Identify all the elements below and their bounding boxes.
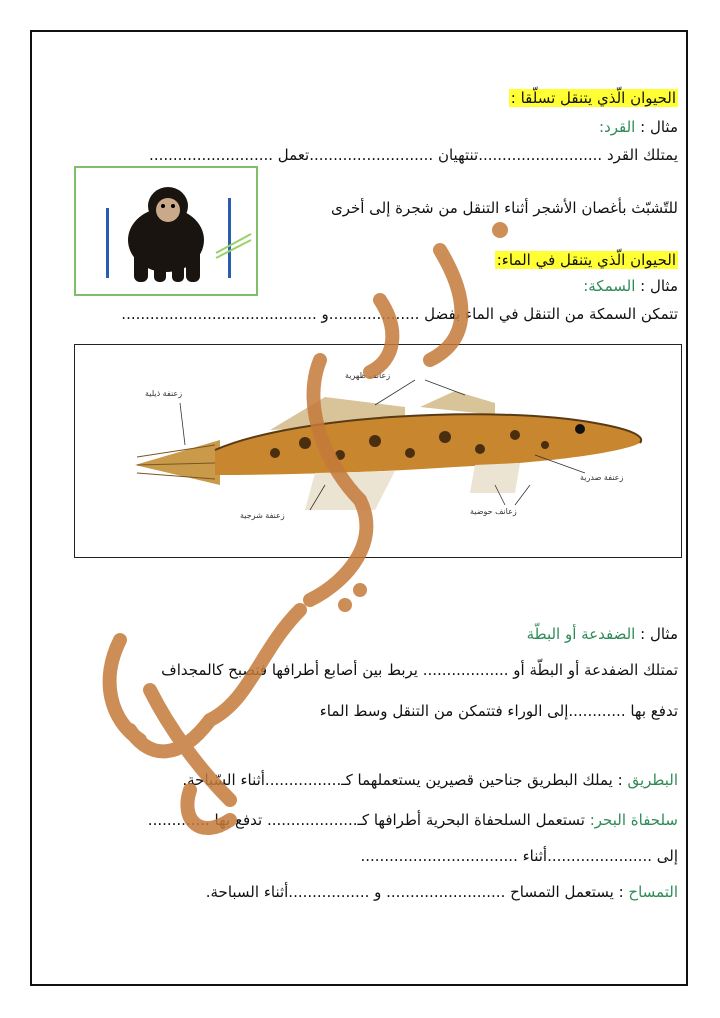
example-monkey: مثال : القرد: <box>599 118 678 136</box>
heading-climbing: الحيوان الّذي يتنقل تسلّقا : <box>510 89 676 107</box>
monkey-sentence-2: للتّشبّث بأغصان الأشجر أثناء التنقل من شجرة إلى أخرى <box>330 199 678 217</box>
label-anal-fin: زعنفة شرجية <box>240 511 285 520</box>
frog-sentence-2: تدفع بها ............إلى الوراء فتتمكن من التنقل وسط الماء <box>319 702 678 720</box>
label-tail-fin: زعنفة ذيلية <box>145 389 183 398</box>
example-fish: مثال : السمكة: <box>583 277 678 295</box>
heading-water: الحيوان الّذي يتنقل في الماء: <box>496 251 676 269</box>
crocodile-line: التمساح : يستعمل التمساح ......................... و .................أثناء السباحة. <box>205 883 678 901</box>
example-frog-duck: مثال : الضفدعة أو البطّة <box>526 625 678 643</box>
fish-diagram <box>74 344 682 558</box>
monkey-image <box>74 166 258 296</box>
monkey-sentence-1: يمتلك القرد ..........................تنتهيان ..........................تعمل .......................... <box>149 146 678 164</box>
turtle-line: سلحفاة البحر: تستعمل السلحفاة البحرية أطرافها كـ................... تدفع بها ............. <box>147 811 678 829</box>
frog-sentence-1: تمتلك الضفدعة أو البطّة أو .................. يربط بين أصابع أطرافها فتصبح كالمجداف <box>161 661 678 679</box>
fish-sentence: تتمكن السمكة من التنقل في الماء بفضل ...................و ......................................... <box>121 305 678 323</box>
chimpanzee-illustration <box>76 168 256 294</box>
label-pelvic-fins: زعانف حوضية <box>470 507 517 516</box>
label-dorsal-fins: زعانف ظهرية <box>345 371 391 380</box>
penguin-line: البطريق : يملك البطريق جناحين قصيرين يستعملهما كـ................أثناء السّباحة. <box>182 771 678 789</box>
turtle-line-2: إلى ......................أثناء ................................. <box>360 847 678 865</box>
label-pectoral-fin: زعنفة صدرية <box>580 473 624 482</box>
